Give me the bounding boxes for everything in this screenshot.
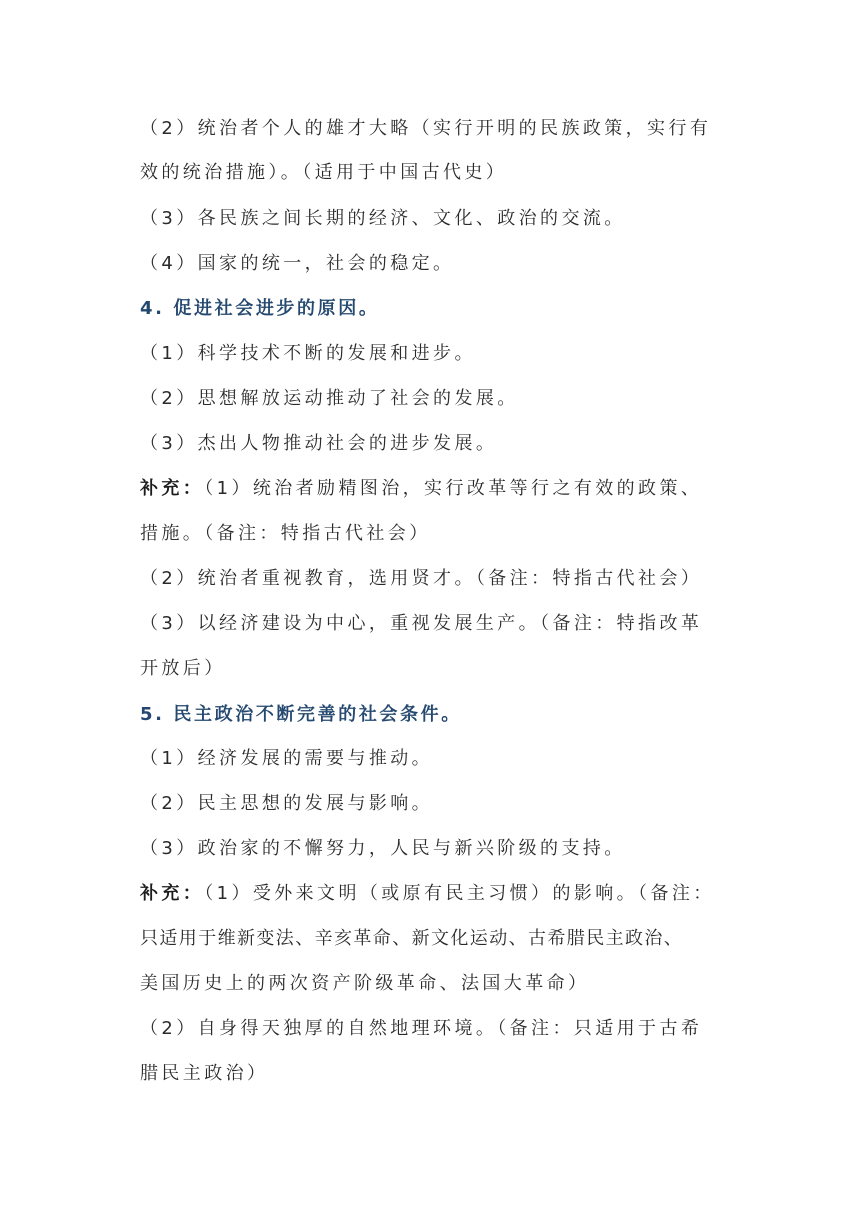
- text-line: （2）民主思想的发展与影响。: [140, 793, 434, 814]
- section-heading: 5. 民主政治不断完善的社会条件。: [140, 704, 462, 725]
- supplement-text: （1）受外来文明（或原有民主习惯）的影响。（备注：: [204, 883, 715, 904]
- supplement-label: 补充：: [140, 883, 205, 904]
- text-line: 开放后）: [140, 658, 226, 679]
- supplement-line: [140, 881, 740, 907]
- text-line: （1）科学技术不断的发展和进步。: [140, 343, 476, 364]
- text-line: （2）统治者个人的雄才大略（实行开明的民族政策，实行有: [140, 118, 712, 139]
- supplement-line: [140, 476, 740, 502]
- text-line: （3）以经济建设为中心，重视发展生产。（备注：特指改革: [140, 613, 703, 634]
- text-line: 效的统治措施）。（适用于中国古代史）: [140, 162, 508, 183]
- text-line: （2）统治者重视教育，选用贤才。（备注：特指古代社会）: [140, 568, 703, 589]
- supplement-label: 补充：: [140, 478, 205, 499]
- text-line: （3）杰出人物推动社会的进步发展。: [140, 433, 498, 454]
- text-line: 美国历史上的两次资产阶级革命、法国大革命）: [140, 973, 590, 994]
- text-line: （1）经济发展的需要与推动。: [140, 748, 434, 769]
- text-line: （3）政治家的不懈努力，人民与新兴阶级的支持。: [140, 838, 626, 859]
- text-line: （4）国家的统一，社会的稳定。: [140, 253, 455, 274]
- section-heading: 4. 促进社会进步的原因。: [140, 298, 380, 319]
- text-line: （2）自身得天独厚的自然地理环境。（备注：只适用于古希: [140, 1018, 703, 1039]
- text-line: （3）各民族之间长期的经济、文化、政治的交流。: [140, 208, 626, 229]
- text-line: 腊民主政治）: [140, 1063, 269, 1084]
- supplement-text: （1）统治者励精图治，实行改革等行之有效的政策、: [204, 478, 703, 499]
- text-line: （2）思想解放运动推动了社会的发展。: [140, 388, 519, 409]
- text-line: 只适用于维新变法、辛亥革命、新文化运动、古希腊民主政治、: [140, 928, 684, 949]
- text-line: 措施。（备注：特指古代社会）: [140, 523, 431, 544]
